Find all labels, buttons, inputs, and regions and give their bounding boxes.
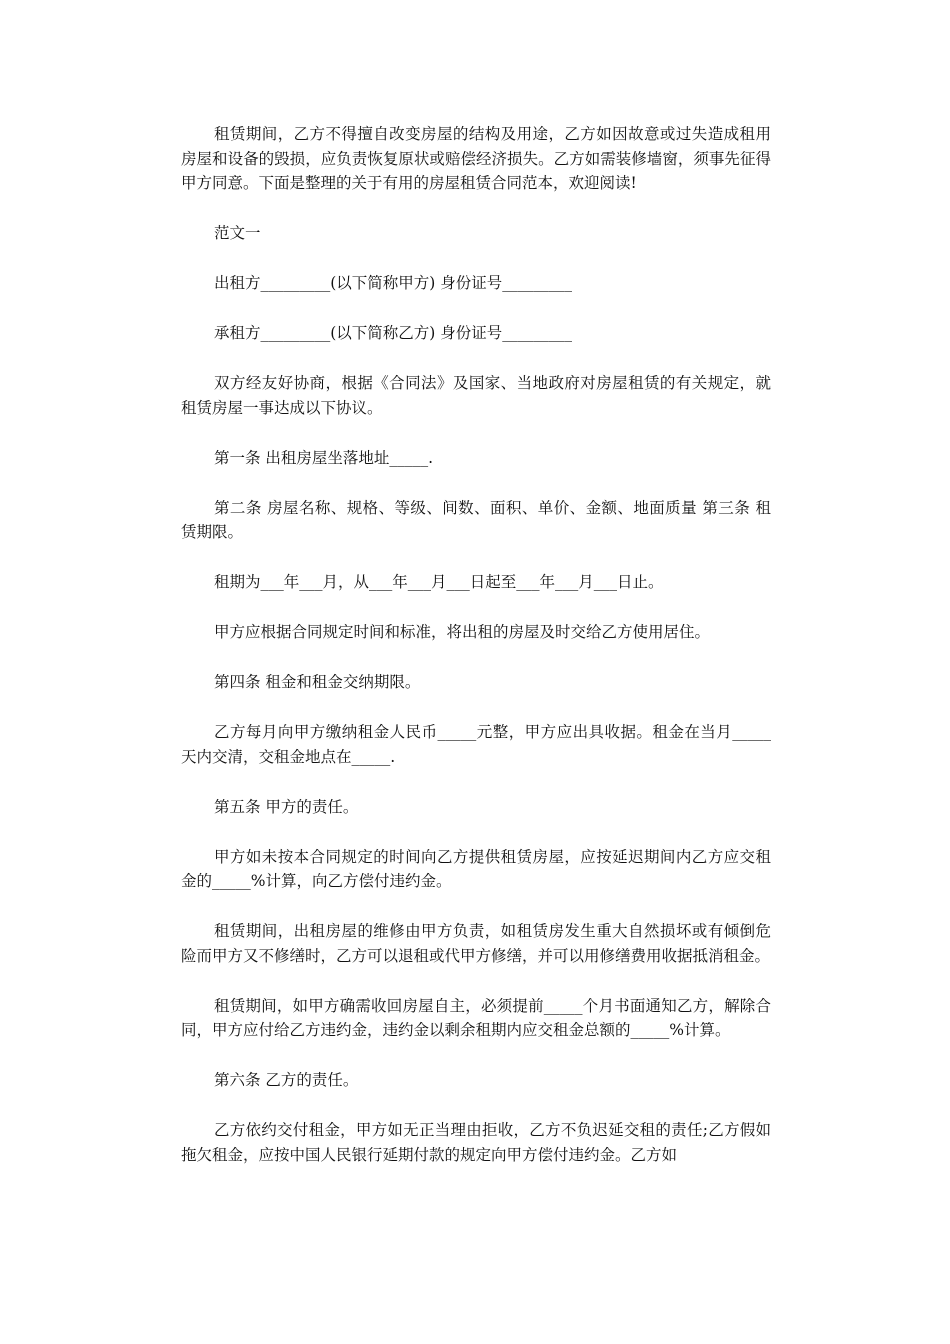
article-1: 第一条 出租房屋坐落地址_____. (214, 448, 434, 467)
early-termination-paragraph: 租赁期间，如甲方确需收回房屋自主，必须提前_____个月书面通知乙方，解除合同，甲方应付给乙方违约金，违约金以剩余租期内应交租金总额的_____%计算。 (181, 996, 771, 1039)
rent-payment-paragraph: 乙方每月向甲方缴纳租金人民币_____元整，甲方应出具收据。租金在当月_____天内交清，交租金地点在_____. (181, 723, 771, 766)
lessor-line: 出租方_________(以下简称甲方) 身份证号_________ (214, 274, 573, 292)
document-page (181, 122, 771, 1193)
lessee-duty-paragraph: 乙方依约交付租金，甲方如无正当理由拒收，乙方不负迟延交租的责任;乙方假如拖欠租金，应按中国人民银行延期付款的规定向甲方偿付违约金。乙方如 (181, 1121, 771, 1164)
lessee-line: 承租方_________(以下简称乙方) 身份证号_________ (214, 324, 573, 342)
intro-paragraph: 租赁期间，乙方不得擅自改变房屋的结构及用途，乙方如因故意或过失造成租用房屋和设备的毁损，应负责恢复原状或赔偿经济损失。乙方如需装修墙窗，须事先征得甲方同意。下面是整理的关于有用的房屋租赁合同范本，欢迎阅读! (181, 125, 771, 192)
repair-paragraph: 租赁期间，出租房屋的维修由甲方负责，如租赁房发生重大自然损坏或有倾倒危险而甲方又不修缮时，乙方可以退租或代甲方修缮，并可以用修缮费用收据抵消租金。 (181, 922, 771, 965)
agreement-preamble: 双方经友好协商，根据《合同法》及国家、当地政府对房屋租赁的有关规定，就租赁房屋一事达成以下协议。 (181, 374, 771, 417)
handover-paragraph: 甲方应根据合同规定时间和标准，将出租的房屋及时交给乙方使用居住。 (214, 623, 711, 641)
lessor-delay-paragraph: 甲方如未按本合同规定的时间向乙方提供租赁房屋，应按延迟期间内乙方应交租金的_____%计算，向乙方偿付违约金。 (181, 847, 771, 890)
sample-heading: 范文一 (214, 224, 261, 242)
lease-term-line: 租期为___年___月，从___年___月___日起至___年___月___日止。 (214, 573, 664, 591)
article-5: 第五条 甲方的责任。 (214, 797, 359, 816)
article-4: 第四条 租金和租金交纳期限。 (214, 673, 421, 691)
article-2-3: 第二条 房屋名称、规格、等级、间数、面积、单价、金额、地面质量 第三条 租赁期限。 (181, 498, 771, 541)
article-6: 第六条 乙方的责任。 (214, 1071, 359, 1089)
